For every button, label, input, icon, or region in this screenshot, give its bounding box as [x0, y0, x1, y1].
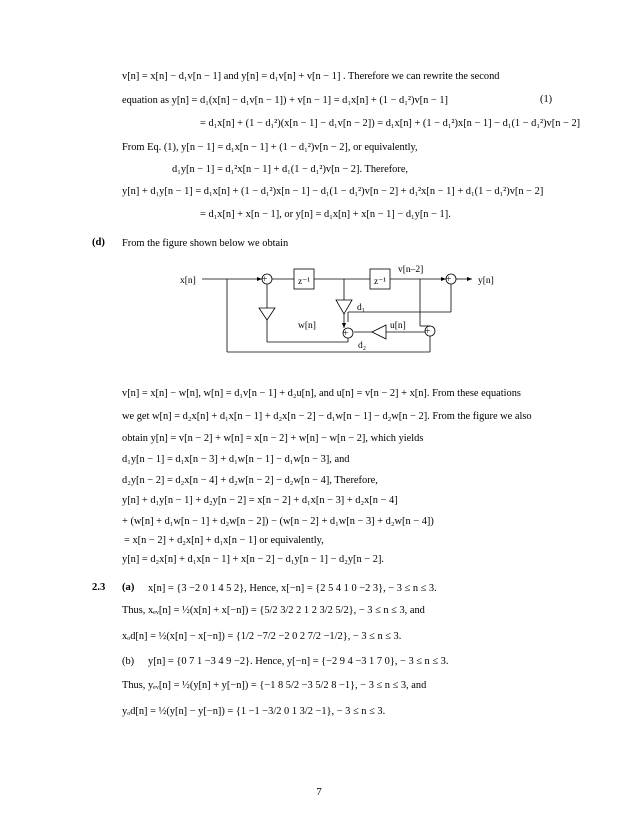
eq-d-line2: we get w[n] = d₂x[n] + d₁x[n − 1] + d₂x[n − 2] − d₁w[n − 1] − d₂w[n − 2]. From the figure we also — [122, 411, 532, 422]
label-output: y[n] — [478, 276, 494, 286]
eq-d-line6: y[n] + d₁y[n − 1] + d₂y[n − 2] = x[n − 2] + d₁x[n − 3] + d₂x[n − 4] — [122, 495, 398, 506]
eq-d-line1: v[n] = x[n] − w[n], w[n] = d₁v[n − 1] + d₂u[n], and u[n] = v[n − 2] + x[n]. From these equations — [122, 388, 521, 399]
label-d2: d₂ — [358, 341, 367, 351]
block-diagram — [172, 256, 528, 374]
part-d-tag: (d) — [92, 237, 105, 248]
eq-c-line4: From Eq. (1), y[n − 1] = d₁x[n − 1] + (1 − d₁²)v[n − 2], or equivalently, — [122, 142, 418, 153]
eq-23b-line3: yₒd[n] = ½(y[n] − y[−n]) = {1 −1 −3/2 0 1 3/2 −1}, − 3 ≤ n ≤ 3. — [122, 706, 386, 717]
label-v2: v[n–2] — [398, 265, 424, 275]
part-d-intro: From the figure shown below we obtain — [122, 238, 289, 249]
multiplier-minus-one — [259, 308, 275, 320]
eq-d-line7: + (w[n] + d₁w[n − 1] + d₂w[n − 2]) − (w[n − 2] + d₁w[n − 3] + d₂w[n − 4]) — [122, 516, 434, 527]
eq-d-line8: = x[n − 2] + d₂x[n] + d₁x[n − 1] or equivalently, — [124, 535, 324, 546]
eq-23b-line1: y[n] = {0 7 1 −3 4 9 −2}. Hence, y[−n] = {−2 9 4 −3 1 7 0}, − 3 ≤ n ≤ 3. — [148, 656, 449, 667]
label-d1: d₁ — [357, 303, 366, 313]
eq-23b-line2: Thus, yₑᵥ[n] = ½(y[n] + y[−n]) = {−1 8 5/2 −3 5/2 8 −1}, − 3 ≤ n ≤ 3, and — [122, 680, 427, 691]
eq-23a-line1: x[n] = {3 −2 0 1 4 5 2}, Hence, x[−n] = {2 5 4 1 0 −2 3}, − 3 ≤ n ≤ 3. — [148, 583, 437, 594]
plus-sign: + — [425, 327, 431, 337]
eq-c-line5: d₁y[n − 1] = d₁²x[n − 1] + d₁(1 − d₁²)v[n − 2]. Therefore, — [172, 164, 409, 175]
plus-sign: + — [446, 275, 452, 285]
eq-c-line6: y[n] + d₁y[n − 1] = d₁x[n] + (1 − d₁²)x[n − 1] − d₁(1 − d₁²)v[n − 2] + d₁²x[n − 1] + d₁(1 − d₁²)v[n − 2] — [122, 186, 544, 197]
eq-c-line3: = d₁x[n] + (1 − d₁²)(x[n − 1] − d₁v[n − 2]) = d₁x[n] + (1 − d₁²)x[n − 1] − d₁(1 − d₁²)v[n − 2] — [200, 118, 581, 129]
eq-d-line9: y[n] = d₂x[n] + d₁x[n − 1] + x[n − 2] − d₁y[n − 1] − d₂y[n − 2]. — [122, 554, 385, 565]
eq-23a-line2: Thus, xₑᵥ[n] = ½(x[n] + x[−n]) = {5/2 3/2 2 1 2 3/2 5/2}, − 3 ≤ n ≤ 3, and — [122, 605, 425, 616]
eq-23a-line3: xₒd[n] = ½(x[n] − x[−n]) = {1/2 −7/2 −2 0 2 7/2 −1/2}, − 3 ≤ n ≤ 3. — [122, 631, 402, 642]
delay-label-2: z⁻¹ — [374, 277, 387, 287]
eq-c-line1: v[n] = x[n] − d₁v[n − 1] and y[n] = d₁v[n] + v[n − 1] . Therefore we can rewrite the second — [122, 71, 500, 82]
problem-number: 2.3 — [92, 582, 106, 593]
eq-c-line2: equation as y[n] = d₁(x[n] − d₁v[n − 1]) + v[n − 1] = d₁x[n] + (1 − d₁²)v[n − 1] — [122, 95, 449, 106]
eq-d-line5: d₂y[n − 2] = d₂x[n − 4] + d₂w[n − 2] − d₂w[n − 4], Therefore, — [122, 475, 378, 486]
part-b-tag: (b) — [122, 656, 135, 667]
label-input: x[n] — [180, 276, 196, 286]
label-w: w[n] — [298, 321, 316, 331]
label-u: u[n] — [390, 321, 406, 331]
eq-d-line3: obtain y[n] = v[n − 2] + w[n] = x[n − 2] + w[n] − w[n − 2], which yields — [122, 433, 424, 444]
delay-label-1: z⁻¹ — [298, 277, 311, 287]
eq-number-1: (1) — [540, 94, 553, 105]
part-a-tag: (a) — [122, 582, 135, 593]
page-number: 7 — [316, 786, 322, 798]
multiplier-d2 — [372, 325, 386, 339]
eq-d-line4: d₁y[n − 1] = d₁x[n − 3] + d₁w[n − 1] − d₁w[n − 3], and — [122, 454, 350, 465]
plus-sign: + — [262, 275, 268, 285]
plus-sign: + — [343, 329, 349, 339]
eq-c-line7: = d₁x[n] + x[n − 1], or y[n] = d₁x[n] + x[n − 1] − d₁y[n − 1]. — [200, 209, 451, 220]
